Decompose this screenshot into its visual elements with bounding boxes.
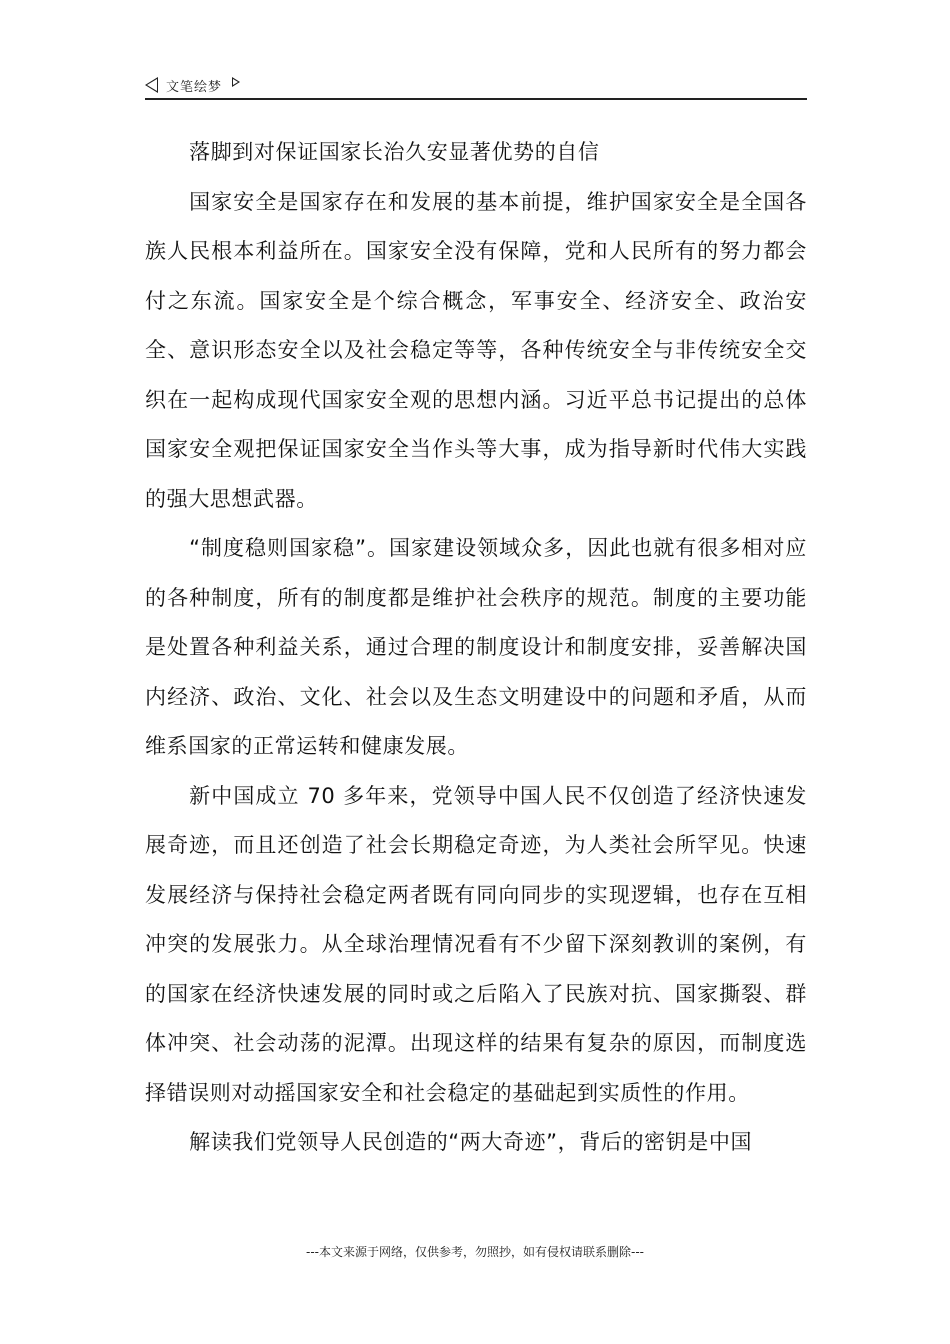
paragraph: 国家安全是国家存在和发展的基本前提，维护国家安全是全国各族人民根本利益所在。国家安全没有保障，党和人民所有的努力都会付之东流。国家安全是个综合概念，军事安全、经济安全、政治安全、意识形态安全以及社会稳定等等，各种传统安全与非传统安全交织在一起构成现代国家安全观的思想内涵。习近平总书记提出的总体国家安全观把保证国家安全当作头等大事，成为指导新时代伟大实践的强大思想武器。: [145, 189, 807, 511]
paragraph: 解读我们党领导人民创造的“两大奇迹”，背后的密钥是中国: [189, 1130, 753, 1154]
right-triangle-icon: [232, 77, 240, 87]
footer-disclaimer: ---本文来源于网络，仅供参考，勿照抄，如有侵权请联系删除---: [306, 1245, 644, 1259]
header-title: 文笔绘梦: [166, 79, 223, 95]
paragraph: “制度稳则国家稳”。国家建设领域众多，因此也就有很多相对应的各种制度，所有的制度都是维护社会秩序的规范。制度的主要功能是处置各种利益关系，通过合理的制度设计和制度安排，妥善解决国内经济、政治、文化、社会以及生态文明建设中的问题和矛盾，从而维系国家的正常运转和健康发展。: [145, 536, 807, 758]
paragraph: 新中国成立 70 多年来，党领导中国人民不仅创造了经济快速发展奇迹，而且还创造了社会长期稳定奇迹，为人类社会所罕见。快速发展经济与保持社会稳定两者既有同向同步的实现逻辑，也存在互相冲突的发展张力。从全球治理情况看有不少留下深刻教训的案例，有的国家在经济快速发展的同时或之后陷入了民族对抗、国家撕裂、群体冲突、社会动荡的泥潭。出现这样的结果有复杂的原因，而制度选择错误则对动摇国家安全和社会稳定的基础起到实质性的作用。: [145, 783, 807, 1105]
paragraph-heading: 落脚到对保证国家长治久安显著优势的自信: [189, 140, 600, 164]
left-triangle-icon: [145, 77, 158, 93]
document-body: [145, 128, 807, 1168]
page-header: [145, 72, 807, 100]
